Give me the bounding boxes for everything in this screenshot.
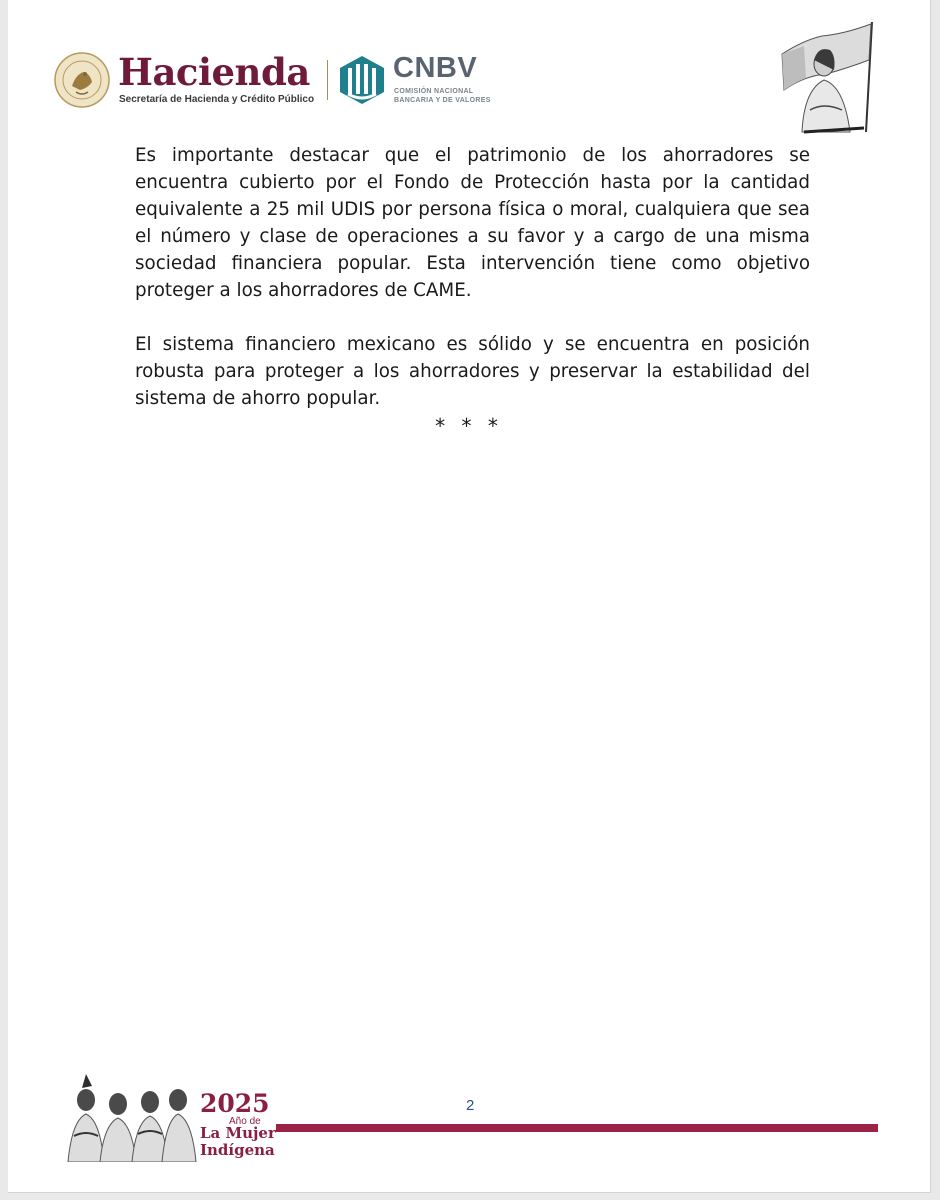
cnbv-subtitle-line2: BANCARIA Y DE VALORES xyxy=(394,97,491,104)
document-page xyxy=(8,0,931,1193)
cnbv-subtitle xyxy=(394,87,491,105)
cnbv-logo-mark xyxy=(338,54,386,106)
header-divider xyxy=(327,60,328,100)
hacienda-logo-text: Hacienda xyxy=(118,50,310,94)
paragraph-financial-system: El sistema financiero mexicano es sólido y se encuentra en posición robusta para proteger a los ahorradores y preservar la estabilidad del sistema de ahorro popular. xyxy=(135,334,810,409)
document-body xyxy=(135,142,810,439)
footer-bar xyxy=(276,1124,878,1132)
la-mujer-label: La Mujer xyxy=(200,1124,276,1142)
cnbv-logo-text: CNBV xyxy=(393,52,478,84)
page-number: 2 xyxy=(466,1097,475,1114)
indigenous-women-illustration xyxy=(58,1070,198,1162)
paragraph-protection-fund: Es importante destacar que el patrimonio de los ahorradores se encuentra cubierto por el Fondo de Protección hasta por la cantidad equivalente a 25 mil UDIS por persona física o moral, cualquiera que sea el número y clase de operaciones a su favor y a cargo de una misma sociedad financiera popular. Esta intervención tiene como objetivo proteger a los ahorradores de CAME. xyxy=(135,145,810,301)
mexican-seal-logo xyxy=(54,52,110,108)
document-header xyxy=(54,50,514,110)
woman-with-flag-illustration xyxy=(774,20,882,134)
section-separator: * * * xyxy=(435,414,503,438)
hacienda-subtitle: Secretaría de Hacienda y Crédito Público xyxy=(119,94,315,105)
cnbv-subtitle-line1: COMISIÓN NACIONAL xyxy=(394,88,474,95)
year-2025-label: 2025 xyxy=(200,1089,270,1118)
year-of-label: Año de xyxy=(229,1116,261,1127)
indigena-label: Indígena xyxy=(200,1141,275,1159)
